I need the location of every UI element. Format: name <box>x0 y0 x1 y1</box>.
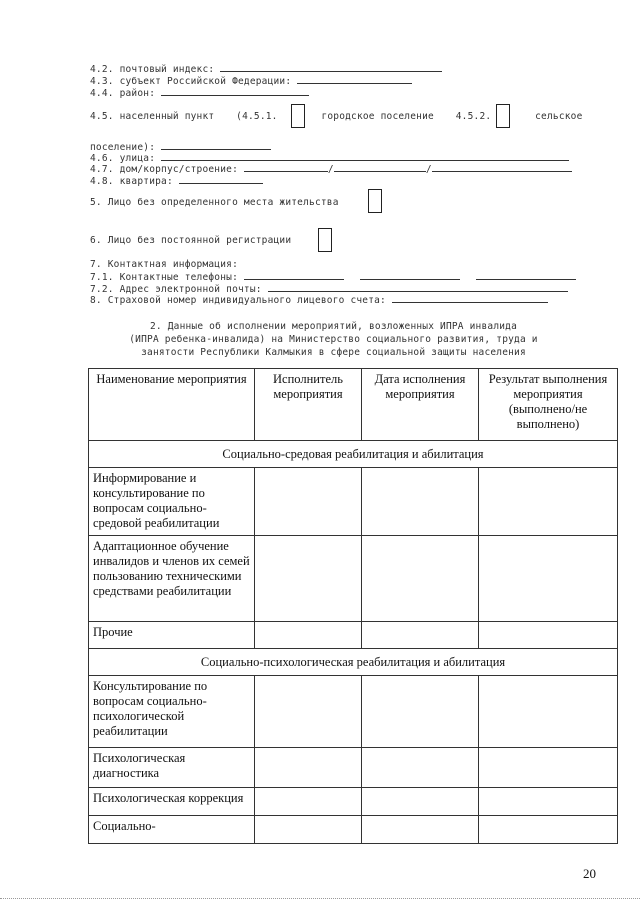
executor-cell[interactable] <box>255 788 362 816</box>
phone-field-2[interactable] <box>360 270 460 280</box>
phones-label: 7.1. Контактные телефоны: <box>90 272 238 283</box>
house-label: 4.7. дом/корпус/строение: <box>90 164 238 175</box>
header-date: Дата исполнения мероприятия <box>362 369 479 441</box>
date-cell[interactable] <box>362 748 479 788</box>
table-header-row <box>89 369 618 441</box>
activity-name: Социально- <box>89 816 255 844</box>
result-cell[interactable] <box>479 748 618 788</box>
section-row <box>89 649 618 676</box>
executor-cell[interactable] <box>255 468 362 536</box>
result-cell[interactable] <box>479 788 618 816</box>
table-row <box>89 536 618 622</box>
page-number: 20 <box>583 866 596 881</box>
postal-index-label: 4.2. почтовый индекс: <box>90 64 215 75</box>
urban-settlement-checkbox[interactable] <box>291 104 305 128</box>
activity-name: Психологическая диагностика <box>89 748 255 788</box>
settlement-cont-label: поселение): <box>90 142 156 153</box>
house-field[interactable] <box>244 162 328 172</box>
snils-label: 8. Страховой номер индивидуального лицевого счета: <box>90 295 386 306</box>
district-label: 4.4. район: <box>90 88 156 99</box>
apartment-line <box>90 174 263 187</box>
section-heading-line-1: 2. Данные об исполнении мероприятий, возложенных ИПРА инвалида <box>149 321 517 332</box>
no-residence-line <box>90 197 339 208</box>
settlement-label: 4.5. населенный пункт <box>90 111 215 122</box>
section-title-social-environmental: Социально-средовая реабилитация и абилитация <box>89 441 618 468</box>
section-heading-line-2: (ИПРА ребенка-инвалида) на Министерство социального развития, труда и <box>129 334 538 345</box>
date-cell[interactable] <box>362 536 479 622</box>
date-cell[interactable] <box>362 816 479 844</box>
settlement-urban-code: (4.5.1. <box>236 111 278 122</box>
executor-cell[interactable] <box>255 748 362 788</box>
postal-index-field[interactable] <box>220 62 442 72</box>
table-row <box>89 622 618 649</box>
section-heading-line-3: занятости Республики Калмыкия в сфере социальной защиты населения <box>141 347 526 358</box>
apartment-label: 4.8. квартира: <box>90 176 173 187</box>
executor-cell[interactable] <box>255 622 362 649</box>
settlement-field[interactable] <box>161 140 271 150</box>
structure-field[interactable] <box>432 162 572 172</box>
no-registration-checkbox[interactable] <box>318 228 332 252</box>
rural-settlement-checkbox[interactable] <box>496 104 510 128</box>
settlement-rural-label: сельское <box>535 111 583 122</box>
section-row <box>89 441 618 468</box>
result-cell[interactable] <box>479 816 618 844</box>
email-field[interactable] <box>268 282 568 292</box>
result-cell[interactable] <box>479 468 618 536</box>
executor-cell[interactable] <box>255 816 362 844</box>
activity-name: Информирование и консультирование по вопросам социально-средовой реабилитации <box>89 468 255 536</box>
date-cell[interactable] <box>362 788 479 816</box>
snils-line <box>90 293 548 306</box>
header-activity-name: Наименование мероприятия <box>89 369 255 441</box>
no-registration-label: 6. Лицо без постоянной регистрации <box>90 235 292 246</box>
header-executor: Исполнитель мероприятия <box>255 369 362 441</box>
contacts-title: 7. Контактная информация: <box>90 259 238 270</box>
date-cell[interactable] <box>362 468 479 536</box>
header-result: Результат выполнения мероприятия (выполнено/не выполнено) <box>479 369 618 441</box>
house-slash-2: / <box>425 164 432 175</box>
street-label: 4.6. улица: <box>90 153 156 164</box>
section-heading <box>90 320 577 359</box>
snils-field[interactable] <box>392 293 548 303</box>
phone-field-3[interactable] <box>476 270 576 280</box>
no-registration-line <box>90 235 291 246</box>
executor-cell[interactable] <box>255 676 362 748</box>
result-cell[interactable] <box>479 676 618 748</box>
settlement-urban-label: городское поселение <box>321 111 434 122</box>
table-row <box>89 676 618 748</box>
result-cell[interactable] <box>479 622 618 649</box>
district-line <box>90 86 309 99</box>
activity-name: Консультирование по вопросам социально-психологической реабилитации <box>89 676 255 748</box>
table-row <box>89 788 618 816</box>
no-residence-label: 5. Лицо без определенного места жительства <box>90 197 339 208</box>
bottom-divider <box>0 898 640 899</box>
activity-name: Психологическая коррекция <box>89 788 255 816</box>
activity-name: Адаптационное обучение инвалидов и членов их семей пользованию техническими средствами реабилитации <box>89 536 255 622</box>
executor-cell[interactable] <box>255 536 362 622</box>
email-label: 7.2. Адрес электронной почты: <box>90 284 262 295</box>
table-row <box>89 748 618 788</box>
building-field[interactable] <box>334 162 426 172</box>
apartment-field[interactable] <box>179 174 263 184</box>
activities-table <box>88 368 618 844</box>
table-row <box>89 468 618 536</box>
subject-field[interactable] <box>297 74 412 84</box>
street-field[interactable] <box>161 151 569 161</box>
district-field[interactable] <box>161 86 309 96</box>
settlement-rural-code: 4.5.2. <box>455 111 492 122</box>
no-residence-checkbox[interactable] <box>368 189 382 213</box>
date-cell[interactable] <box>362 676 479 748</box>
table-row <box>89 816 618 844</box>
section-title-social-psychological: Социально-психологическая реабилитация и абилитация <box>89 649 618 676</box>
date-cell[interactable] <box>362 622 479 649</box>
subject-label: 4.3. субъект Российской Федерации: <box>90 76 292 87</box>
phone-field-1[interactable] <box>244 270 344 280</box>
activity-name: Прочие <box>89 622 255 649</box>
house-slash-1: / <box>327 164 334 175</box>
result-cell[interactable] <box>479 536 618 622</box>
contacts-title-line <box>90 259 238 270</box>
